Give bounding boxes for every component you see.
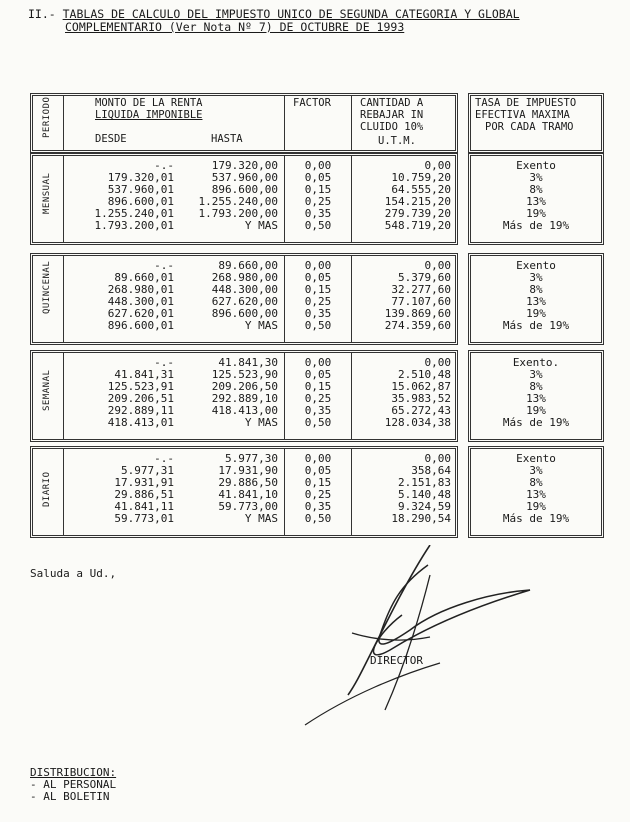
tasa-value: Más de 19% — [502, 319, 570, 332]
desde-value: 627.620,01 — [107, 307, 174, 320]
desde-value: 41.841,31 — [114, 368, 174, 381]
hasta-value: 896.600,00 — [211, 183, 278, 196]
factor-column — [285, 160, 351, 232]
rate-header — [468, 93, 604, 153]
hasta-value: 537.960,00 — [211, 171, 278, 184]
tasa-value: 19% — [526, 500, 546, 513]
tasa-value: Más de 19% — [502, 219, 570, 232]
period-block-diario — [30, 446, 458, 538]
cantidad-column — [353, 260, 451, 332]
factor-value: 0,00 — [304, 159, 332, 172]
rate-block-mensual — [468, 153, 604, 245]
hasta-value: 209.206,50 — [211, 380, 278, 393]
tasa-value: 13% — [526, 488, 546, 501]
factor-value: 0,50 — [304, 219, 332, 232]
hasta-value: 627.620,00 — [211, 295, 278, 308]
header-factor: FACTOR — [293, 97, 331, 109]
hasta-column — [176, 160, 278, 232]
hasta-value: 41.841,10 — [218, 488, 278, 501]
table-header — [30, 93, 458, 153]
hasta-value: 5.977,30 — [225, 452, 278, 465]
tasa-value: 8% — [529, 380, 543, 393]
desde-value: -.- — [154, 356, 174, 369]
tasa-value: 19% — [526, 207, 546, 220]
tasa-value: 13% — [526, 392, 546, 405]
document-title — [28, 8, 520, 34]
factor-value: 0,25 — [304, 195, 332, 208]
desde-value: 125.523,91 — [107, 380, 174, 393]
tasa-value: 13% — [526, 195, 546, 208]
tasa-value: Exento — [516, 259, 556, 272]
factor-column — [285, 357, 351, 429]
hasta-value: Y MAS — [244, 416, 278, 429]
desde-column — [66, 357, 174, 429]
cantidad-value: 5.140,48 — [398, 488, 451, 501]
cantidad-column — [353, 160, 451, 232]
factor-value: 0,05 — [304, 171, 332, 184]
header-hasta: HASTA — [211, 133, 243, 145]
hasta-value: 1.255.240,00 — [198, 195, 278, 208]
tasa-value: Exento — [516, 159, 556, 172]
hasta-value: 125.523,90 — [211, 368, 278, 381]
tasa-value: 3% — [529, 464, 543, 477]
factor-value: 0,25 — [304, 295, 332, 308]
hasta-column — [176, 260, 278, 332]
factor-value: 0,00 — [304, 356, 332, 369]
cantidad-value: 2.510,48 — [398, 368, 451, 381]
signature-image — [280, 545, 550, 735]
tasa-value: 3% — [529, 171, 543, 184]
hasta-column — [176, 357, 278, 429]
desde-column — [66, 453, 174, 525]
hasta-value: 41.841,30 — [218, 356, 278, 369]
hasta-value: 29.886,50 — [218, 476, 278, 489]
hasta-value: Y MAS — [244, 512, 278, 525]
factor-value: 0,15 — [304, 476, 332, 489]
closing-text: Saluda a Ud., — [30, 567, 117, 580]
hasta-value: 268.980,00 — [211, 271, 278, 284]
rate-block-quincenal — [468, 253, 604, 345]
period-label: SEMANAL — [42, 369, 52, 411]
hasta-column — [176, 453, 278, 525]
header-cantidad-3: CLUIDO 10% — [360, 121, 424, 133]
factor-value: 0,05 — [304, 271, 332, 284]
period-block-semanal — [30, 350, 458, 442]
tasa-value: Más de 19% — [502, 416, 570, 429]
header-tasa-3: POR CADA TRAMO — [485, 121, 574, 133]
factor-value: 0,50 — [304, 416, 332, 429]
cantidad-value: 10.759,20 — [391, 171, 451, 184]
desde-column — [66, 160, 174, 232]
hasta-value: 179.320,00 — [211, 159, 278, 172]
cantidad-value: 0,00 — [424, 159, 451, 172]
title-line-1: TABLAS DE CALCULO DEL IMPUESTO UNICO DE SEGUNDA CATEGORIA Y GLOBAL — [62, 7, 520, 21]
distribution-heading: DISTRIBUCION: — [30, 766, 117, 779]
factor-value: 0,00 — [304, 452, 332, 465]
period-block-mensual — [30, 153, 458, 245]
period-label: QUINCENAL — [42, 260, 52, 314]
hasta-value: 1.793.200,00 — [198, 207, 278, 220]
desde-value: 17.931,91 — [114, 476, 174, 489]
header-cantidad-2: REBAJAR IN — [360, 109, 424, 121]
tasa-value: 3% — [529, 271, 543, 284]
factor-value: 0,15 — [304, 283, 332, 296]
desde-value: 448.300,01 — [107, 295, 174, 308]
tasa-value: 8% — [529, 283, 543, 296]
factor-column — [285, 453, 351, 525]
cantidad-value: 5.379,60 — [398, 271, 451, 284]
cantidad-value: 64.555,20 — [391, 183, 451, 196]
header-cantidad-4: U.T.M. — [378, 135, 416, 147]
desde-value: 1.793.200,01 — [94, 219, 174, 232]
cantidad-value: 9.324,59 — [398, 500, 451, 513]
distribution-item: - AL PERSONAL — [30, 778, 117, 791]
cantidad-value: 154.215,20 — [384, 195, 451, 208]
header-periodo: PERIODO — [42, 96, 52, 138]
period-label: DIARIO — [42, 471, 52, 507]
desde-value: 896.600,01 — [107, 195, 174, 208]
tasa-value: 19% — [526, 307, 546, 320]
cantidad-value: 279.739,20 — [384, 207, 451, 220]
factor-value: 0,00 — [304, 259, 332, 272]
hasta-value: 896.600,00 — [211, 307, 278, 320]
header-monto-line1: MONTO DE LA RENTA — [95, 97, 203, 109]
desde-value: 29.886,51 — [114, 488, 174, 501]
hasta-value: Y MAS — [244, 219, 278, 232]
desde-value: 896.600,01 — [107, 319, 174, 332]
factor-value: 0,25 — [304, 488, 332, 501]
cantidad-value: 128.034,38 — [384, 416, 451, 429]
tasa-value: 13% — [526, 295, 546, 308]
desde-value: 1.255.240,01 — [94, 207, 174, 220]
tasa-value: Más de 19% — [502, 512, 570, 525]
hasta-value: Y MAS — [244, 319, 278, 332]
cantidad-column — [353, 357, 451, 429]
tasa-value: Exento — [516, 452, 556, 465]
tasa-value: Exento. — [512, 356, 560, 369]
desde-value: -.- — [154, 159, 174, 172]
desde-value: 268.980,01 — [107, 283, 174, 296]
tasa-value: 8% — [529, 183, 543, 196]
period-label: MENSUAL — [42, 172, 52, 214]
desde-value: 179.320,01 — [107, 171, 174, 184]
hasta-value: 418.413,00 — [211, 404, 278, 417]
cantidad-value: 139.869,60 — [384, 307, 451, 320]
cantidad-value: 0,00 — [424, 259, 451, 272]
factor-value: 0,35 — [304, 307, 332, 320]
header-monto-line2: LIQUIDA IMPONIBLE — [95, 109, 203, 121]
cantidad-value: 32.277,60 — [391, 283, 451, 296]
tasa-value: 8% — [529, 476, 543, 489]
desde-value: 292.889,11 — [107, 404, 174, 417]
cantidad-value: 274.359,60 — [384, 319, 451, 332]
factor-value: 0,25 — [304, 392, 332, 405]
distribution-item: - AL BOLETIN — [30, 790, 110, 803]
rate-block-diario — [468, 446, 604, 538]
cantidad-column — [353, 453, 451, 525]
factor-value: 0,35 — [304, 404, 332, 417]
desde-value: 89.660,01 — [114, 271, 174, 284]
rate-block-semanal — [468, 350, 604, 442]
hasta-value: 448.300,00 — [211, 283, 278, 296]
desde-value: 209.206,51 — [107, 392, 174, 405]
header-tasa-1: TASA DE IMPUESTO — [475, 97, 577, 109]
cantidad-value: 65.272,43 — [391, 404, 451, 417]
hasta-value: 89.660,00 — [218, 259, 278, 272]
factor-value: 0,35 — [304, 207, 332, 220]
desde-value: 5.977,31 — [121, 464, 174, 477]
factor-value: 0,05 — [304, 464, 332, 477]
cantidad-value: 358,64 — [411, 464, 451, 477]
header-desde: DESDE — [95, 133, 127, 145]
factor-value: 0,15 — [304, 183, 332, 196]
desde-value: 418.413,01 — [107, 416, 174, 429]
hasta-value: 292.889,10 — [211, 392, 278, 405]
hasta-value: 17.931,90 — [218, 464, 278, 477]
factor-column — [285, 260, 351, 332]
factor-value: 0,50 — [304, 319, 332, 332]
cantidad-value: 35.983,52 — [391, 392, 451, 405]
cantidad-value: 77.107,60 — [391, 295, 451, 308]
desde-column — [66, 260, 174, 332]
cantidad-value: 2.151,83 — [398, 476, 451, 489]
desde-value: 41.841,11 — [114, 500, 174, 513]
title-line-2: COMPLEMENTARIO (Ver Nota Nº 7) DE OCTUBRE DE 1993 — [65, 20, 405, 34]
factor-value: 0,05 — [304, 368, 332, 381]
hasta-value: 59.773,00 — [218, 500, 278, 513]
cantidad-value: 0,00 — [424, 356, 451, 369]
desde-value: -.- — [154, 452, 174, 465]
factor-value: 0,35 — [304, 500, 332, 513]
section-number: II.- — [28, 7, 63, 21]
cantidad-value: 18.290,54 — [391, 512, 451, 525]
cantidad-value: 0,00 — [424, 452, 451, 465]
signature-title: DIRECTOR — [370, 654, 423, 667]
cantidad-value: 548.719,20 — [384, 219, 451, 232]
factor-value: 0,50 — [304, 512, 332, 525]
factor-value: 0,15 — [304, 380, 332, 393]
desde-value: 537.960,01 — [107, 183, 174, 196]
cantidad-value: 15.062,87 — [391, 380, 451, 393]
header-cantidad-1: CANTIDAD A — [360, 97, 424, 109]
header-tasa-2: EFECTIVA MAXIMA — [475, 109, 570, 121]
period-block-quincenal — [30, 253, 458, 345]
desde-value: -.- — [154, 259, 174, 272]
desde-value: 59.773,01 — [114, 512, 174, 525]
tasa-value: 19% — [526, 404, 546, 417]
tasa-value: 3% — [529, 368, 543, 381]
